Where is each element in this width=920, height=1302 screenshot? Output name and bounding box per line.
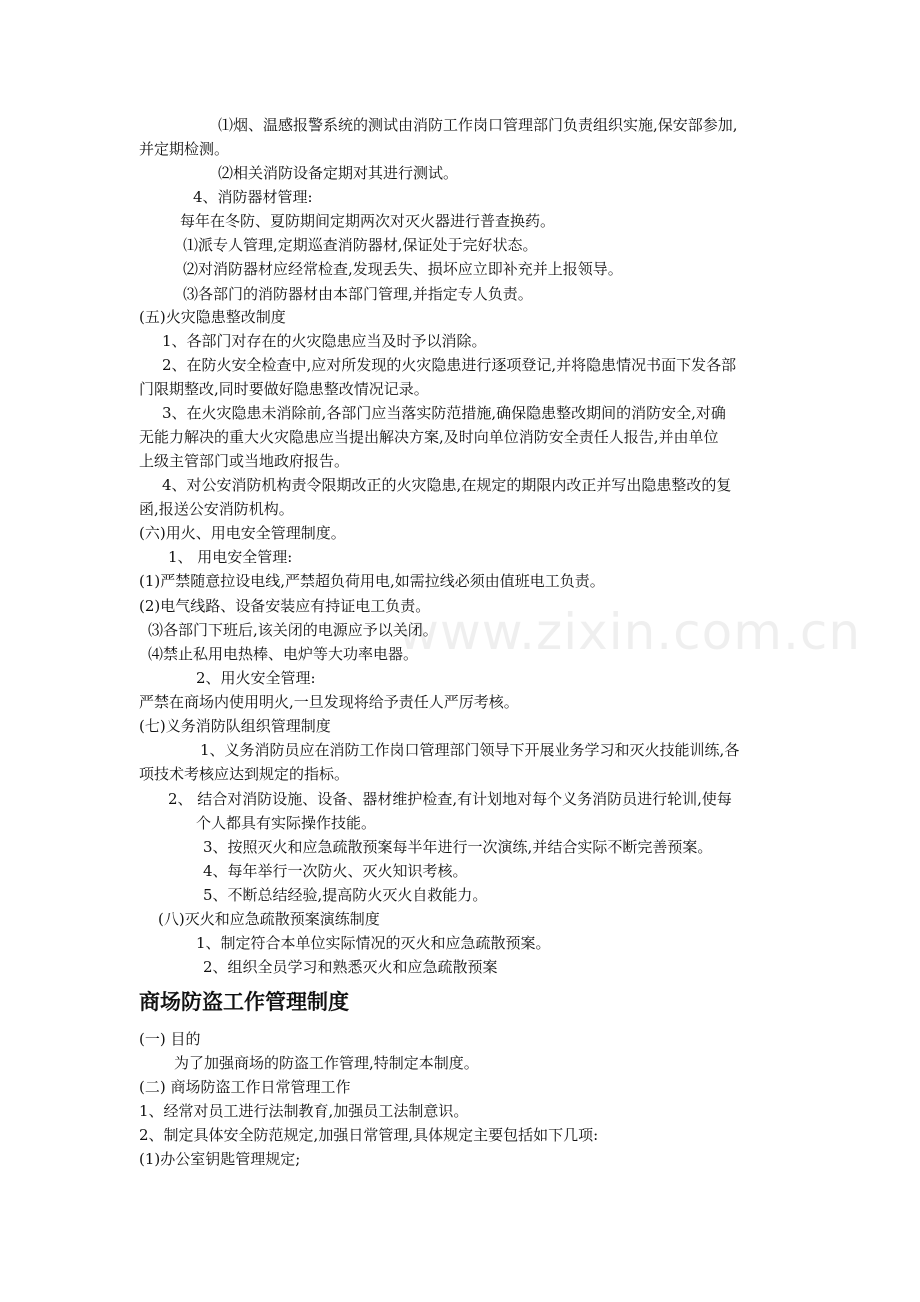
section-subtitle: (七)义务消防队组织管理制度 (139, 717, 331, 735)
section-title: 商场防盗工作管理制度 (139, 990, 349, 1014)
text-line: 无能力解决的重大火灾隐患应当提出解决方案,及时向单位消防安全责任人报告,并由单位 (139, 428, 719, 446)
text-line: (1)办公室钥匙管理规定; (139, 1150, 301, 1168)
text-line: 每年在冬防、夏防期间定期两次对灭火器进行普查换药。 (180, 212, 556, 230)
text-line: 1、制定符合本单位实际情况的灭火和应急疏散预案。 (196, 934, 551, 952)
text-line: 为了加强商场的防盗工作管理,特制定本制度。 (174, 1054, 479, 1072)
text-line: 2、在防火安全检查中,应对所发现的火灾隐患进行逐项登记,并将隐患情况书面下发各部 (162, 356, 737, 374)
text-line: ⑵对消防器材应经常检查,发现丢失、损坏应立即补充并上报领导。 (183, 260, 623, 278)
text-line: (2)电气线路、设备安装应有持证电工负责。 (139, 597, 431, 615)
text-line: 项技术考核应达到规定的指标。 (139, 765, 350, 783)
text-line: 个人都具有实际操作技能。 (196, 814, 377, 832)
text-line: 函,报送公安消防机构。 (139, 500, 294, 518)
text-line: ⑶各部门的消防器材由本部门管理,并指定专人负责。 (183, 285, 533, 303)
text-line: ⑶各部门下班后,该关闭的电源应予以关闭。 (148, 621, 438, 639)
text-line: (1)严禁随意拉设电线,严禁超负荷用电,如需拉线必须由值班电工负责。 (139, 572, 605, 590)
text-line: ⑷禁止私用电热棒、电炉等大功率电器。 (148, 645, 419, 663)
text-line: 1、各部门对存在的火灾隐患应当及时予以消除。 (162, 332, 487, 350)
section-subtitle: (二) 商场防盗工作日常管理工作 (139, 1078, 351, 1096)
text-line: 1、 用电安全管理: (168, 548, 293, 566)
text-line: 3、在火灾隐患未消除前,各部门应当落实防范措施,确保隐患整改期间的消防安全,对确 (162, 404, 726, 422)
text-line: 2、制定具体安全防范规定,加强日常管理,具体规定主要包括如下几项: (139, 1126, 599, 1144)
text-line: ⑴派专人管理,定期巡查消防器材,保证处于完好状态。 (183, 236, 538, 254)
text-line: 2、用火安全管理: (196, 669, 316, 687)
text-line: ⑴烟、温感报警系统的测试由消防工作岗口管理部门负责组织实施,保安部参加, (218, 116, 738, 134)
text-line: 5、不断总结经验,提高防火灭火自救能力。 (203, 886, 488, 904)
text-line: 3、按照灭火和应急疏散预案每半年进行一次演练,并结合实际不断完善预案。 (203, 838, 713, 856)
text-line: 2、 结合对消防设施、设备、器材维护检查,有计划地对每个义务消防员进行轮训,使每 (168, 790, 732, 808)
text-line: 1、义务消防员应在消防工作岗口管理部门领导下开展业务学习和灭火技能训练,各 (200, 741, 740, 759)
text-line: ⑵相关消防设备定期对其进行测试。 (218, 164, 459, 182)
text-line: 4、每年举行一次防火、灭火知识考核。 (203, 862, 468, 880)
text-line: 上级主管部门或当地政府报告。 (139, 452, 350, 470)
text-line: 4、消防器材管理: (193, 188, 313, 206)
section-subtitle: (八)灭火和应急疏散预案演练制度 (158, 910, 380, 928)
text-line: 4、对公安消防机构责令限期改正的火灾隐患,在规定的期限内改正并写出隐患整改的复 (162, 476, 732, 494)
text-line: 并定期检测。 (139, 140, 230, 158)
text-line: 2、组织全员学习和熟悉灭火和应急疏散预案 (203, 958, 498, 976)
text-line: 1、经常对员工进行法制教育,加强员工法制意识。 (139, 1102, 469, 1120)
text-line: 严禁在商场内使用明火,一旦发现将给予责任人严厉考核。 (139, 693, 519, 711)
watermark: www.zixin.com.cn (398, 603, 862, 661)
section-subtitle: (六)用火、用电安全管理制度。 (139, 524, 346, 542)
text-line: 门限期整改,同时要做好隐患整改情况记录。 (139, 380, 429, 398)
section-subtitle: (一) 目的 (139, 1030, 201, 1048)
section-subtitle: (五)火灾隐患整改制度 (139, 308, 286, 326)
